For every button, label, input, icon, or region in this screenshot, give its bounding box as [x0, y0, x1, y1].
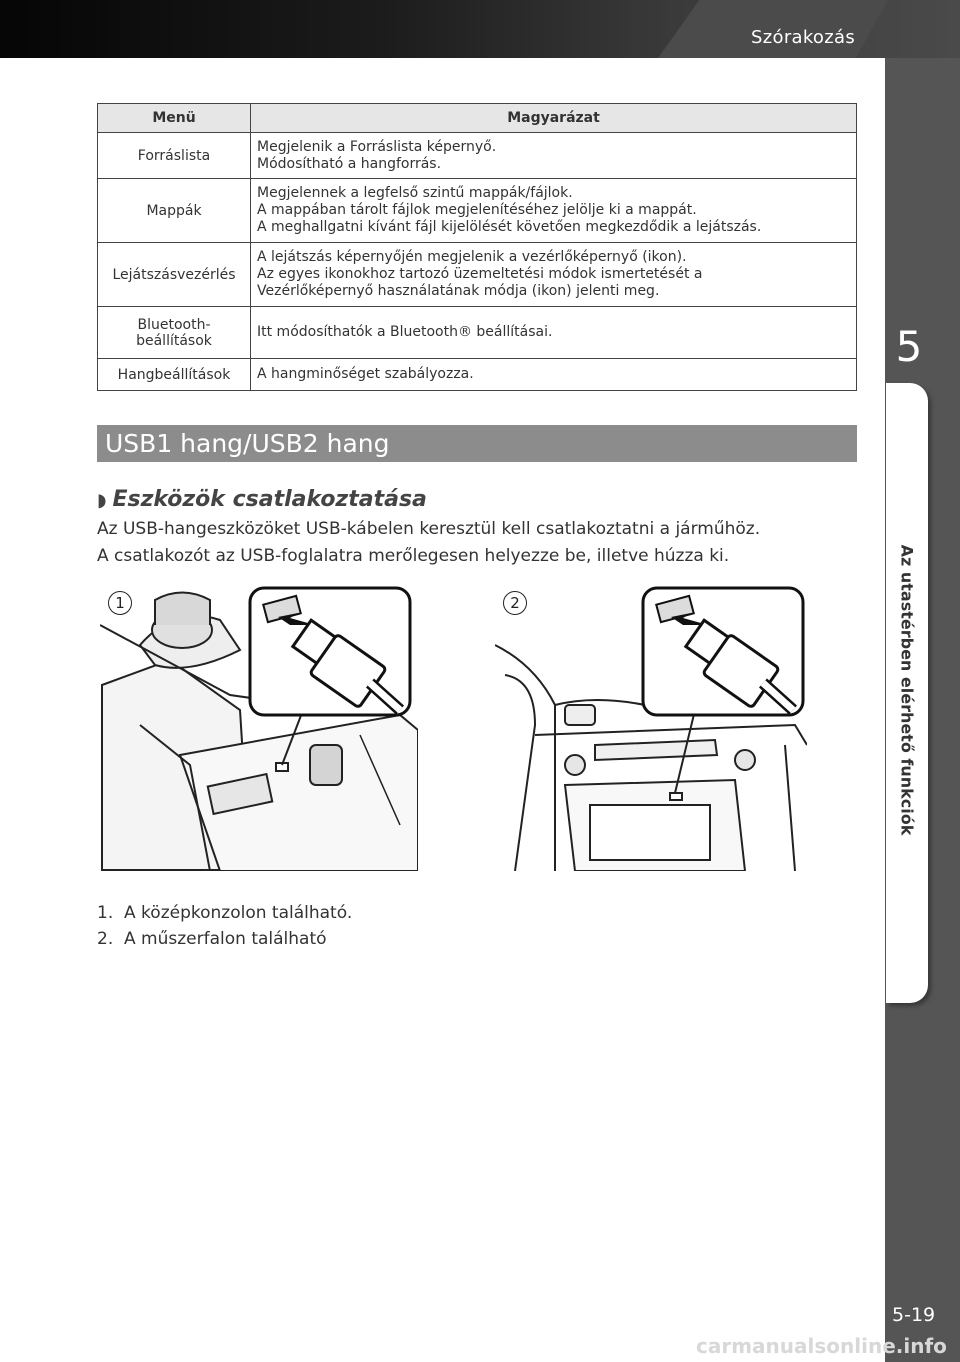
paragraph: A csatlakozót az USB-foglalatra merőlegesen helyezze be, illetve húzza ki.: [97, 546, 730, 566]
description-cell: [251, 359, 857, 391]
figure-label: 2: [503, 591, 527, 615]
figure-label: 1: [108, 591, 132, 615]
section-heading: USB1 hang/USB2 hang: [97, 425, 857, 462]
description-cell: [251, 307, 857, 359]
description-line: Itt módosíthatók a Bluetooth® beállításai.: [257, 324, 553, 340]
chapter-title: Szórakozás: [751, 27, 855, 48]
table-row: [98, 179, 857, 243]
page-number: 5-19: [892, 1304, 936, 1326]
description-cell: [251, 133, 857, 179]
column-header-description: Magyarázat: [251, 104, 857, 133]
paragraph: Az USB-hangeszközöket USB-kábelen keresztül kell csatlakoztatni a járműhöz.: [97, 519, 761, 539]
menu-cell: Forráslista: [98, 133, 251, 179]
description-line: Módosítható a hangforrás.: [257, 155, 442, 172]
location-list: [97, 900, 352, 952]
description-line: A hangminőséget szabályozza.: [257, 366, 474, 382]
table-row: [98, 359, 857, 391]
illustration-dashboard: [495, 585, 807, 871]
subsection-heading: [97, 487, 427, 512]
watermark: carmanualsonline.info: [696, 1334, 947, 1358]
description-line: Megjelenik a Forráslista képernyő.: [257, 138, 497, 155]
menu-cell: Hangbeállítások: [98, 359, 251, 391]
description-line: A meghallgatni kívánt fájl kijelölését követően megkezdődik a lejátszás.: [257, 219, 762, 235]
table-row: [98, 307, 857, 359]
sidebar-section-title: Az utastérben elérhető funkciók: [897, 544, 917, 836]
description-line: Az egyes ikonokhoz tartozó üzemeltetési módok ismertetését a: [257, 266, 703, 282]
description-cell: [251, 179, 857, 243]
description-line: Megjelennek a legfelső szintű mappák/fájlok.: [257, 185, 573, 201]
list-item: 1. A középkonzolon található.: [97, 903, 353, 923]
menu-cell: Mappák: [98, 179, 251, 243]
column-header-menu: Menü: [98, 104, 251, 133]
chapter-number: 5: [895, 322, 923, 371]
description-line: A lejátszás képernyőjén megjelenik a vezérlőképernyő (ikon).: [257, 249, 687, 265]
illustration-center-console: [100, 585, 418, 871]
menu-cell: Lejátszásvezérlés: [98, 243, 251, 307]
list-item: 2. A műszerfalon található: [97, 929, 327, 949]
menu-table: [97, 103, 857, 391]
heading-marker-icon: ◗: [97, 490, 107, 511]
menu-cell: Bluetooth- beállítások: [98, 307, 251, 359]
table-row: [98, 243, 857, 307]
description-cell: [251, 243, 857, 307]
description-line: A mappában tárolt fájlok megjelenítéséhez jelölje ki a mappát.: [257, 202, 697, 218]
subsection-heading-text: Eszközök csatlakoztatása: [112, 487, 427, 512]
table-header-row: [98, 104, 857, 133]
table-row: [98, 133, 857, 179]
description-line: Vezérlőképernyő használatának módja (ikon) jelenti meg.: [257, 283, 660, 299]
